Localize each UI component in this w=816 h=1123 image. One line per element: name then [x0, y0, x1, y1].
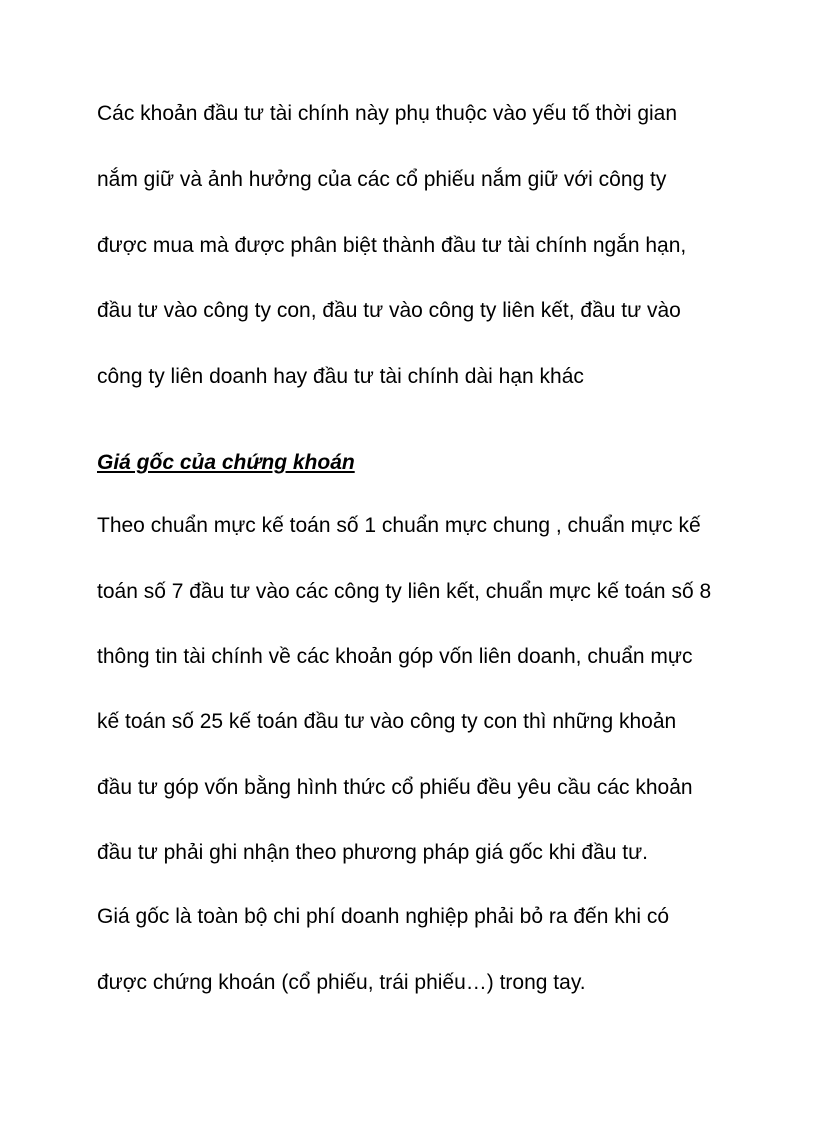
paragraph-2-line: thông tin tài chính về các khoản góp vốn liên doanh, chuẩn mực	[97, 645, 693, 668]
paragraph-1-line: nắm giữ và ảnh hưởng của các cổ phiếu nắm giữ với công ty	[97, 168, 667, 191]
paragraph-2-line: kế toán số 25 kế toán đầu tư vào công ty con thì những khoản	[97, 710, 677, 733]
section-heading: Giá gốc của chứng khoán	[97, 451, 355, 474]
paragraph-1-line: công ty liên doanh hay đầu tư tài chính dài hạn khác	[97, 365, 584, 388]
paragraph-1-line: Các khoản đầu tư tài chính này phụ thuộc vào yếu tố thời gian	[97, 102, 678, 125]
paragraph-3-line: Giá gốc là toàn bộ chi phí doanh nghiệp phải bỏ ra đến khi có	[97, 905, 670, 928]
paragraph-3-line: được chứng khoán (cổ phiếu, trái phiếu…) trong tay.	[97, 971, 586, 994]
paragraph-2-line: đầu tư góp vốn bằng hình thức cổ phiếu đều yêu cầu các khoản	[97, 776, 693, 799]
paragraph-1-line: được mua mà được phân biệt thành đầu tư tài chính ngắn hạn,	[97, 234, 687, 257]
paragraph-1-line: đầu tư vào công ty con, đầu tư vào công ty liên kết, đầu tư vào	[97, 299, 681, 322]
paragraph-2-line: đầu tư phải ghi nhận theo phương pháp giá gốc khi đầu tư.	[97, 841, 649, 864]
paragraph-2-line: Theo chuẩn mực kế toán số 1 chuẩn mực chung , chuẩn mực kế	[97, 514, 701, 537]
paragraph-2-line: toán số 7 đầu tư vào các công ty liên kết, chuẩn mực kế toán số 8	[97, 580, 712, 603]
